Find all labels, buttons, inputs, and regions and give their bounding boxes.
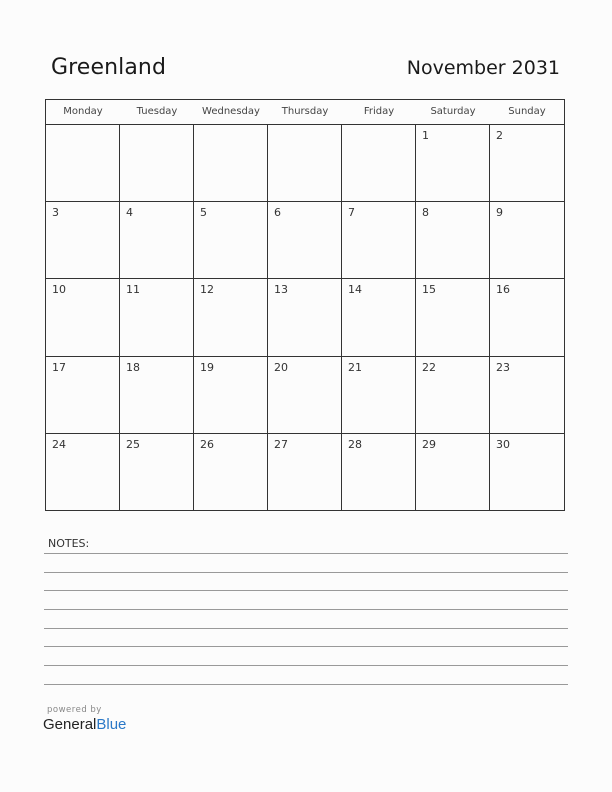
notes-label: NOTES: [48, 537, 90, 550]
day-number: 23 [496, 360, 510, 374]
day-cell [46, 202, 120, 279]
calendar-grid [45, 99, 565, 511]
day-cell [416, 434, 490, 511]
day-number: 11 [126, 283, 140, 297]
month-year: November 2031 [406, 57, 560, 79]
note-line [44, 590, 568, 591]
day-cell [120, 434, 194, 511]
day-number: 9 [496, 206, 503, 220]
day-cell [268, 202, 342, 279]
day-cell [194, 279, 268, 356]
day-cell [194, 357, 268, 434]
day-cell [490, 202, 564, 279]
day-number: 19 [200, 360, 214, 374]
day-number: 4 [126, 206, 133, 220]
day-cell [490, 434, 564, 511]
brand-logo[interactable] [43, 716, 126, 733]
day-number: 30 [496, 437, 510, 451]
day-cell [268, 279, 342, 356]
weekday-monday: Monday [63, 106, 103, 117]
day-number: 24 [52, 437, 66, 451]
weekday-thursday: Thursday [281, 106, 329, 117]
day-cell [342, 434, 416, 511]
day-cell [342, 125, 416, 202]
note-line [44, 684, 568, 685]
day-number: 7 [348, 206, 355, 220]
weekday-friday: Friday [363, 106, 395, 117]
day-number: 1 [422, 129, 429, 142]
day-cell [416, 357, 490, 434]
day-cell [46, 357, 120, 434]
day-cell [120, 202, 194, 279]
day-number: 15 [422, 283, 436, 297]
day-cell [194, 434, 268, 511]
day-cell [490, 279, 564, 356]
weekday-tuesday: Tuesday [136, 106, 178, 117]
brand-general: General [43, 716, 97, 733]
day-number: 10 [52, 283, 66, 297]
day-number: 5 [200, 206, 207, 220]
brand-blue: Blue [96, 716, 127, 733]
day-cell [268, 125, 342, 202]
day-number: 25 [126, 437, 140, 451]
weekday-sunday: Sunday [508, 106, 546, 117]
note-line [44, 553, 568, 554]
day-number: 28 [348, 437, 362, 451]
day-number: 20 [274, 360, 288, 374]
day-cell [46, 125, 120, 202]
day-number: 27 [274, 437, 288, 451]
weekday-saturday: Saturday [430, 106, 476, 117]
day-cell [490, 357, 564, 434]
day-grid [46, 125, 564, 511]
day-number: 12 [200, 283, 214, 297]
day-number: 18 [126, 360, 140, 374]
day-number: 16 [496, 283, 510, 297]
note-line [44, 572, 568, 573]
day-cell [120, 357, 194, 434]
day-cell [46, 434, 120, 511]
note-line [44, 609, 568, 610]
day-cell [194, 202, 268, 279]
day-number: 3 [52, 206, 59, 220]
day-number: 8 [422, 206, 429, 220]
day-number: 6 [274, 206, 281, 220]
day-cell [342, 357, 416, 434]
day-number: 13 [274, 283, 288, 297]
note-line [44, 628, 568, 629]
day-number: 14 [348, 283, 362, 297]
note-line [44, 646, 568, 647]
calendar-title: Greenland [51, 55, 167, 80]
day-number: 21 [348, 360, 362, 374]
day-cell [342, 279, 416, 356]
day-cell [342, 202, 416, 279]
day-cell [416, 202, 490, 279]
day-cell [46, 279, 120, 356]
day-cell [194, 125, 268, 202]
note-line [44, 665, 568, 666]
day-number: 22 [422, 360, 436, 374]
day-cell [120, 279, 194, 356]
day-number: 26 [200, 437, 214, 451]
day-cell [268, 434, 342, 511]
weekday-header [46, 100, 564, 125]
day-number: 29 [422, 437, 436, 451]
weekday-wednesday: Wednesday [202, 106, 260, 117]
powered-by-text: powered by [47, 705, 102, 715]
day-cell [490, 125, 564, 202]
day-number: 2 [496, 129, 503, 142]
day-cell [416, 125, 490, 202]
day-cell [416, 279, 490, 356]
day-cell [268, 357, 342, 434]
day-number: 17 [52, 360, 66, 374]
day-cell [120, 125, 194, 202]
